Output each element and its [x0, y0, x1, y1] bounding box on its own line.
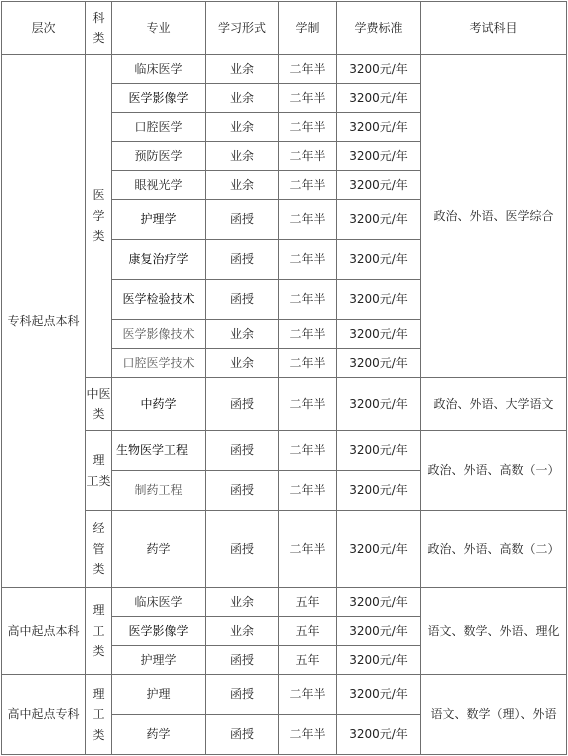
fee-cell: 3200元/年	[337, 280, 421, 320]
table-row	[2, 511, 567, 588]
fee-cell: 3200元/年	[337, 240, 421, 280]
fee-cell: 3200元/年	[337, 320, 421, 349]
major-cell: 眼视光学	[112, 171, 206, 200]
mode-cell: 业余	[206, 617, 279, 646]
duration-cell: 二年半	[279, 431, 337, 471]
fee-cell: 3200元/年	[337, 378, 421, 431]
fee-cell: 3200元/年	[337, 349, 421, 378]
major-cell: 医学影像学	[112, 617, 206, 646]
duration-cell: 二年半	[279, 511, 337, 588]
subjects-cell: 政治、外语、医学综合	[421, 55, 567, 378]
subjects-cell: 政治、外语、高数（二）	[421, 511, 567, 588]
header-level: 层次	[2, 2, 86, 55]
table-row	[2, 431, 567, 471]
duration-cell: 二年半	[279, 113, 337, 142]
fee-cell: 3200元/年	[337, 55, 421, 84]
duration-cell: 二年半	[279, 142, 337, 171]
duration-cell: 二年半	[279, 280, 337, 320]
major-cell: 预防医学	[112, 142, 206, 171]
major-cell: 医学影像技术	[112, 320, 206, 349]
header-duration: 学制	[279, 2, 337, 55]
fee-cell: 3200元/年	[337, 431, 421, 471]
mode-cell: 业余	[206, 142, 279, 171]
category-cell: 理 工类	[86, 431, 112, 511]
mode-cell: 业余	[206, 320, 279, 349]
major-cell: 护理学	[112, 646, 206, 675]
duration-cell: 二年半	[279, 715, 337, 755]
mode-cell: 函授	[206, 715, 279, 755]
level-cell: 高中起点本科	[2, 588, 86, 675]
duration-cell: 二年半	[279, 84, 337, 113]
mode-cell: 函授	[206, 431, 279, 471]
fee-cell: 3200元/年	[337, 142, 421, 171]
category-cell: 经 管 类	[86, 511, 112, 588]
duration-cell: 二年半	[279, 55, 337, 84]
major-cell: 康复治疗学	[112, 240, 206, 280]
duration-cell: 二年半	[279, 200, 337, 240]
mode-cell: 业余	[206, 84, 279, 113]
subjects-cell: 语文、数学、外语、理化	[421, 588, 567, 675]
duration-cell: 二年半	[279, 675, 337, 715]
header-major: 专业	[112, 2, 206, 55]
mode-cell: 函授	[206, 471, 279, 511]
duration-cell: 二年半	[279, 471, 337, 511]
duration-cell: 二年半	[279, 171, 337, 200]
mode-cell: 函授	[206, 646, 279, 675]
fee-cell: 3200元/年	[337, 588, 421, 617]
major-cell: 生物医学工程	[112, 431, 206, 471]
mode-cell: 业余	[206, 55, 279, 84]
mode-cell: 函授	[206, 280, 279, 320]
mode-cell: 函授	[206, 200, 279, 240]
duration-cell: 五年	[279, 588, 337, 617]
category-cell: 医 学 类	[86, 55, 112, 378]
mode-cell: 业余	[206, 113, 279, 142]
category-cell: 理 工 类	[86, 588, 112, 675]
fee-cell: 3200元/年	[337, 171, 421, 200]
subjects-cell: 政治、外语、大学语文	[421, 378, 567, 431]
category-cell: 中医 类	[86, 378, 112, 431]
fee-cell: 3200元/年	[337, 200, 421, 240]
major-cell: 药学	[112, 715, 206, 755]
major-cell: 医学检验技术	[112, 280, 206, 320]
major-cell: 口腔医学	[112, 113, 206, 142]
duration-cell: 二年半	[279, 378, 337, 431]
major-cell: 制药工程	[112, 471, 206, 511]
fee-cell: 3200元/年	[337, 617, 421, 646]
fee-cell: 3200元/年	[337, 646, 421, 675]
subjects-cell: 政治、外语、高数（一）	[421, 431, 567, 511]
table-row	[2, 588, 567, 617]
fee-cell: 3200元/年	[337, 715, 421, 755]
level-cell: 专科起点本科	[2, 55, 86, 588]
category-cell: 理 工 类	[86, 675, 112, 755]
mode-cell: 业余	[206, 588, 279, 617]
duration-cell: 二年半	[279, 349, 337, 378]
fee-cell: 3200元/年	[337, 511, 421, 588]
major-cell: 中药学	[112, 378, 206, 431]
header-subjects: 考试科目	[421, 2, 567, 55]
fee-cell: 3200元/年	[337, 675, 421, 715]
major-cell: 临床医学	[112, 55, 206, 84]
major-cell: 口腔医学技术	[112, 349, 206, 378]
fee-cell: 3200元/年	[337, 471, 421, 511]
header-category: 科 类	[86, 2, 112, 55]
table-row	[2, 378, 567, 431]
table-row	[2, 675, 567, 715]
major-cell: 医学影像学	[112, 84, 206, 113]
major-cell: 护理学	[112, 200, 206, 240]
fee-cell: 3200元/年	[337, 84, 421, 113]
duration-cell: 五年	[279, 617, 337, 646]
subjects-cell: 语文、数学（理）、外语	[421, 675, 567, 755]
tuition-table	[1, 1, 567, 755]
mode-cell: 函授	[206, 675, 279, 715]
fee-cell: 3200元/年	[337, 113, 421, 142]
mode-cell: 业余	[206, 171, 279, 200]
header-mode: 学习形式	[206, 2, 279, 55]
duration-cell: 五年	[279, 646, 337, 675]
header-fee: 学费标准	[337, 2, 421, 55]
level-cell: 高中起点专科	[2, 675, 86, 755]
duration-cell: 二年半	[279, 320, 337, 349]
mode-cell: 函授	[206, 240, 279, 280]
major-cell: 临床医学	[112, 588, 206, 617]
table-row	[2, 55, 567, 84]
major-cell: 药学	[112, 511, 206, 588]
major-cell: 护理	[112, 675, 206, 715]
mode-cell: 业余	[206, 349, 279, 378]
mode-cell: 函授	[206, 378, 279, 431]
duration-cell: 二年半	[279, 240, 337, 280]
mode-cell: 函授	[206, 511, 279, 588]
